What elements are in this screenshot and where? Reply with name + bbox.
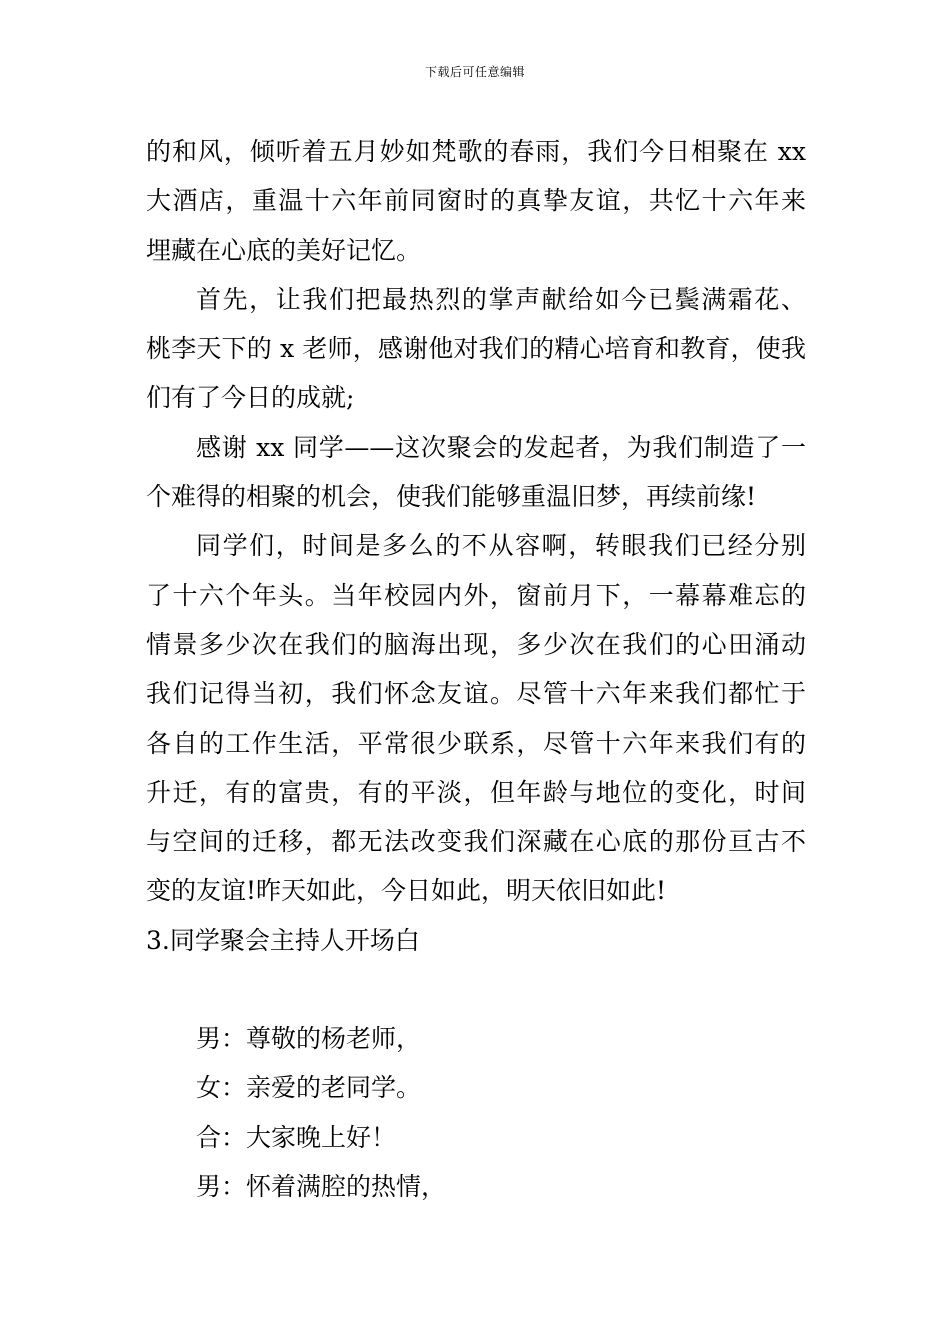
blank-line bbox=[146, 965, 806, 1014]
text-line: 大酒店，重温十六年前同窗时的真挚友谊，共忆十六年来 bbox=[146, 186, 806, 216]
text-line: 变的友谊!昨天如此，今日如此，明天依旧如此! bbox=[146, 876, 667, 906]
text-line: 升迁，有的富贵，有的平淡，但年龄与地位的变化，时间 bbox=[146, 777, 806, 807]
text-line: 个难得的相聚的机会，使我们能够重温旧梦，再续前缘! bbox=[146, 482, 757, 512]
dialogue-line: 合：大家晚上好！ bbox=[196, 1122, 397, 1152]
dialogue-line: 女：亲爱的老同学。 bbox=[196, 1073, 422, 1103]
text-line: 情景多少次在我们的脑海出现，多少次在我们的心田涌动 bbox=[146, 629, 806, 659]
text-line: 了十六个年头。当年校园内外，窗前月下，一幕幕难忘的 bbox=[146, 580, 806, 610]
text-line: 感谢 xx 同学——这次聚会的发起者，为我们制造了一 bbox=[196, 432, 806, 462]
text-line: 桃李天下的 x 老师，感谢他对我们的精心培育和教育，使我 bbox=[146, 334, 806, 364]
paragraph-3 bbox=[146, 423, 806, 522]
dialogue-line: 男：怀着满腔的热情， bbox=[196, 1171, 447, 1201]
text-line: 的和风，倾听着五月妙如梵歌的春雨，我们今日相聚在 xx bbox=[146, 137, 806, 166]
text-line: 首先，让我们把最热烈的掌声献给如今已鬓满霜花、 bbox=[196, 284, 806, 314]
document-body bbox=[146, 127, 806, 1211]
section-heading: 3.同学聚会主持人开场白 bbox=[146, 925, 420, 955]
text-line: 同学们，时间是多么的不从容啊，转眼我们已经分别 bbox=[196, 531, 806, 561]
paragraph-4 bbox=[146, 521, 806, 915]
text-line: 埋藏在心底的美好记忆。 bbox=[146, 235, 422, 265]
text-line: 我们记得当初，我们怀念友谊。尽管十六年来我们都忙于 bbox=[146, 679, 806, 709]
text-line: 各自的工作生活，平常很少联系，尽管十六年来我们有的 bbox=[146, 728, 806, 758]
page-header-note: 下载后可任意编辑 bbox=[424, 65, 525, 79]
text-line: 们有了今日的成就; bbox=[146, 383, 355, 413]
paragraph-1 bbox=[146, 127, 806, 275]
text-line: 与空间的迁移，都无法改变我们深藏在心底的那份亘古不 bbox=[146, 827, 806, 857]
dialogue-block bbox=[146, 1014, 806, 1211]
paragraph-2 bbox=[146, 275, 806, 423]
dialogue-line: 男：尊敬的杨老师， bbox=[196, 1024, 422, 1054]
